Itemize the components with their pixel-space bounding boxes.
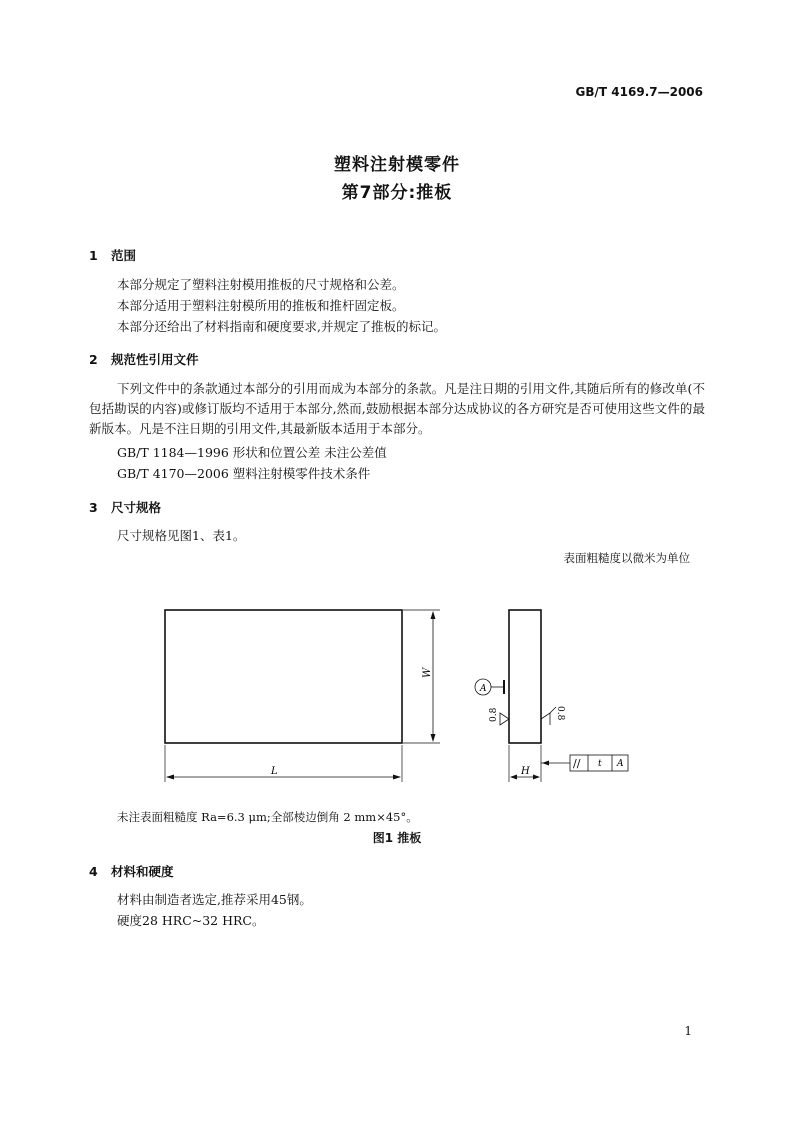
standard-number: GB/T 4169.7—2006: [575, 85, 703, 99]
figure-caption: 图1 推板: [372, 831, 422, 845]
section-number: 3: [89, 500, 98, 515]
section-1-paragraph-2: 本部分适用于塑料注射模所用的推板和推杆固定板。: [117, 298, 405, 313]
section-number: 4: [89, 864, 98, 879]
roughness-symbol-left: [500, 713, 509, 725]
reference-2: GB/T 4170—2006 塑料注射模零件技术条件: [117, 466, 371, 481]
section-4-heading: [89, 862, 174, 880]
plate-side-view: [509, 610, 541, 743]
roughness-value-left: 0.8: [489, 707, 499, 722]
section-title: 材料和硬度: [111, 864, 174, 879]
parallelism-symbol: //: [573, 757, 581, 770]
plate-front-view: [165, 610, 402, 743]
section-number: 2: [89, 352, 98, 367]
section-4-paragraph-2: 硬度28 HRC~32 HRC。: [117, 913, 265, 928]
section-4-paragraph-1: 材料由制造者选定,推荐采用45钢。: [117, 892, 312, 907]
tolerance-datum: A: [617, 759, 624, 769]
page-number: 1: [684, 1024, 692, 1038]
dimension-w-label: W: [422, 667, 433, 678]
section-title: 范围: [111, 248, 137, 263]
section-2-paragraph: 下列文件中的条款通过本部分的引用而成为本部分的条款。凡是注日期的引用文件,其随后所有的修改单(不包括勘误的内容)或修订版均不适用于本部分,然而,鼓励根据本部分达成协议的各方研究是否可使用这些文件的最新版本。凡是不注日期的引用文件,其最新版本适用于本部分。: [89, 381, 705, 436]
section-3-paragraph: 尺寸规格见图1、表1。: [117, 528, 246, 543]
document-subtitle: 第7部分:推板: [341, 183, 453, 203]
section-title: 尺寸规格: [111, 500, 162, 515]
roughness-value-right: 0.8: [555, 706, 565, 721]
dimension-h-label: H: [521, 766, 530, 777]
figure-note: 未注表面粗糙度 Ra=6.3 μm;全部棱边倒角 2 mm×45°。: [117, 810, 418, 824]
reference-1: GB/T 1184—1996 形状和位置公差 未注公差值: [117, 445, 387, 460]
document-title: 塑料注射模零件: [334, 155, 460, 175]
dimension-l-label: L: [271, 766, 278, 777]
section-1-paragraph-3: 本部分还给出了材料指南和硬度要求,并规定了推板的标记。: [117, 319, 446, 334]
section-1-paragraph-1: 本部分规定了塑料注射模用推板的尺寸规格和公差。: [117, 277, 405, 292]
roughness-symbol-right: [541, 713, 550, 725]
unit-note: 表面粗糙度以微米为单位: [563, 551, 690, 565]
section-number: 1: [89, 248, 98, 263]
datum-label: A: [480, 684, 487, 694]
tolerance-value: t: [598, 759, 602, 769]
section-title: 规范性引用文件: [111, 352, 199, 367]
